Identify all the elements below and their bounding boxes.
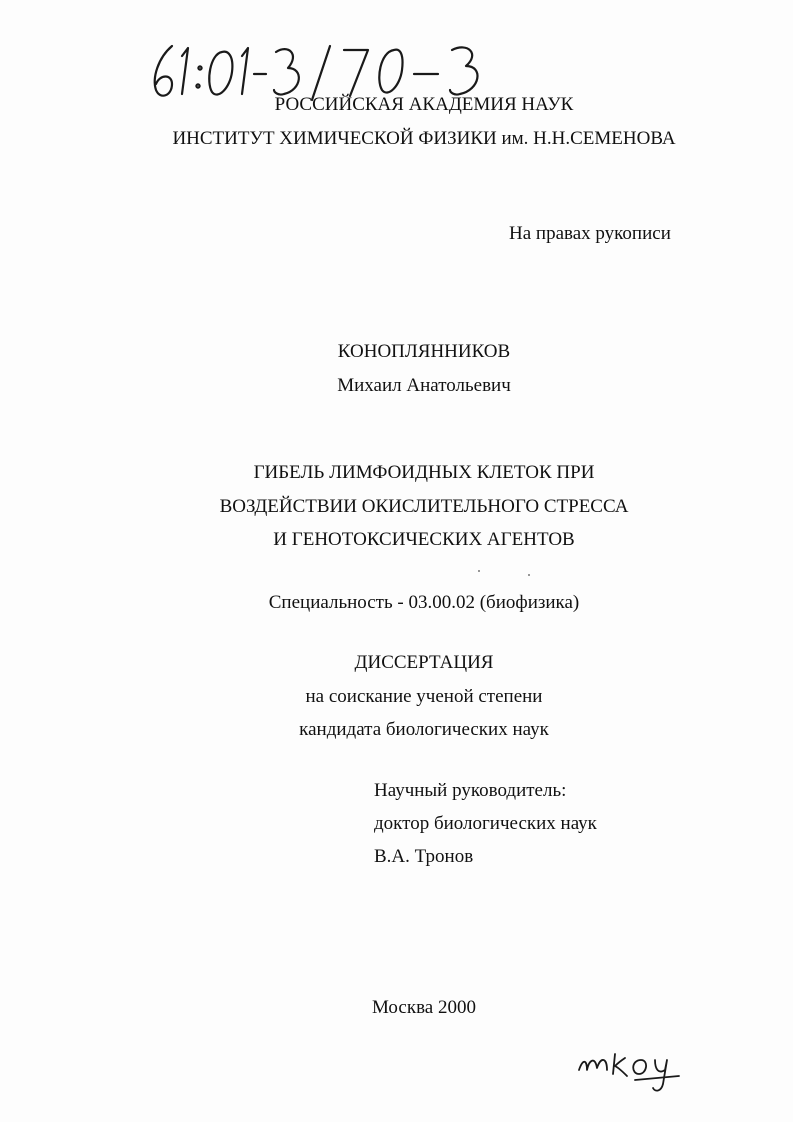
supervisor-degree: доктор биологических наук: [374, 813, 597, 834]
institute-heading: ИНСТИТУТ ХИМИЧЕСКОЙ ФИЗИКИ им. Н.Н.СЕМЕНОВА: [172, 128, 676, 149]
degree-heading: ДИССЕРТАЦИЯ: [354, 652, 494, 673]
supervisor-label: Научный руководитель:: [374, 780, 567, 801]
handwritten-signature: [575, 1040, 685, 1095]
degree-line-1: на соискание ученой степени: [305, 686, 543, 707]
title-line-3: И ГЕНОТОКСИЧЕСКИХ АГЕНТОВ: [273, 529, 575, 550]
title-line-1: ГИБЕЛЬ ЛИМФОИДНЫХ КЛЕТОК ПРИ: [253, 462, 595, 483]
scan-speck: [528, 574, 530, 576]
scan-speck: [478, 570, 480, 572]
place-year: Москва 2000: [372, 997, 476, 1018]
title-line-2: ВОЗДЕЙСТВИИ ОКИСЛИТЕЛЬНОГО СТРЕССА: [219, 496, 629, 517]
degree-line-2: кандидата биологических наук: [299, 719, 549, 740]
rights-note: На правах рукописи: [509, 223, 671, 244]
specialty: Специальность - 03.00.02 (биофизика): [268, 592, 580, 613]
author-surname: КОНОПЛЯННИКОВ: [337, 341, 511, 362]
signature-drawing: [575, 1040, 685, 1095]
supervisor-name: В.А. Тронов: [374, 846, 474, 867]
academy-heading: РОССИЙСКАЯ АКАДЕМИЯ НАУК: [274, 94, 574, 115]
author-given-names: Михаил Анатольевич: [337, 375, 511, 396]
